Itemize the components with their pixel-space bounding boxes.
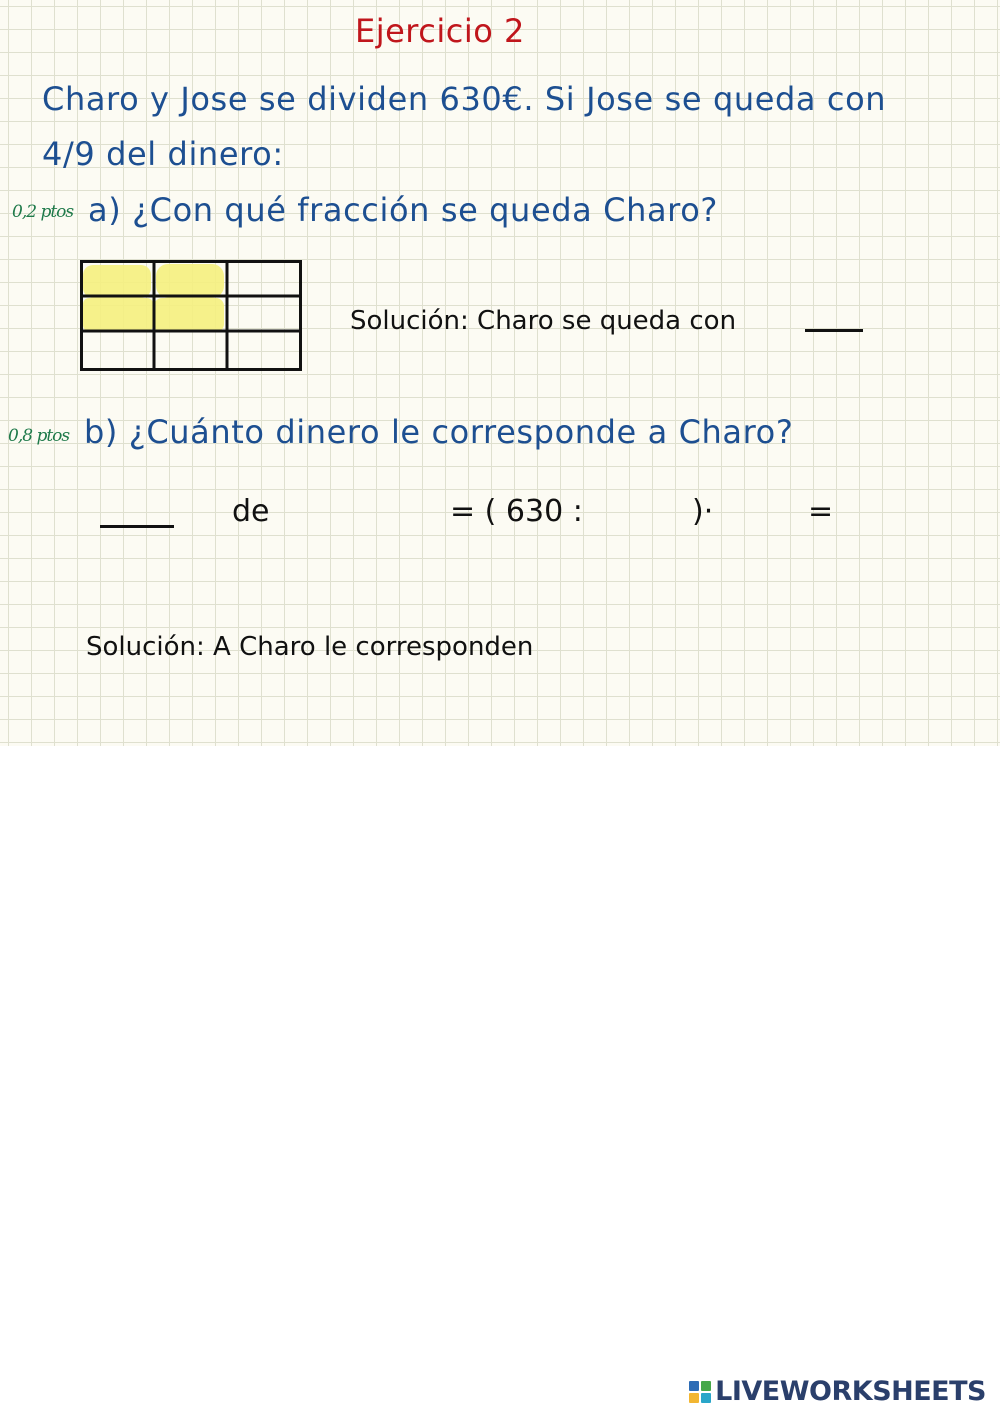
part-a-solution-label: Solución: Charo se queda con [350, 306, 737, 336]
de-label: de [232, 494, 270, 529]
grid-cell-shaded [83, 298, 153, 331]
liveworksheets-logo-icon [689, 1381, 711, 1403]
problem-statement-line1: Charo y Jose se dividen 630€. Si Jose se queda con [42, 80, 887, 118]
part-a-answer-blank[interactable] [805, 329, 863, 332]
part-a-question: a) ¿Con qué fracción se queda Charo? [88, 191, 718, 229]
exercise-title: Ejercicio 2 [355, 12, 525, 50]
equation-divide-part: = ( 630 : [450, 494, 583, 529]
part-a-points-note: 0,2 ptos [12, 202, 74, 222]
part-b-fraction-blank[interactable] [100, 525, 174, 528]
part-b-points-note: 0,8 ptos [8, 426, 70, 446]
grid-cell-shaded [83, 265, 151, 298]
part-b-solution-label: Solución: A Charo le corresponden [86, 632, 534, 662]
brand-name: LIVEWORKSHEETS [715, 1376, 986, 1407]
equation-multiply-part: )· [692, 494, 714, 529]
fraction-grid [80, 260, 302, 371]
problem-statement-line2: 4/9 del dinero: [42, 135, 284, 173]
liveworksheets-brand [689, 1376, 986, 1407]
equation-equals: = [808, 494, 834, 529]
part-b-question: b) ¿Cuánto dinero le corresponde a Charo? [84, 413, 794, 451]
grid-cell-shaded [156, 264, 224, 298]
grid-cell-shaded [154, 298, 224, 332]
